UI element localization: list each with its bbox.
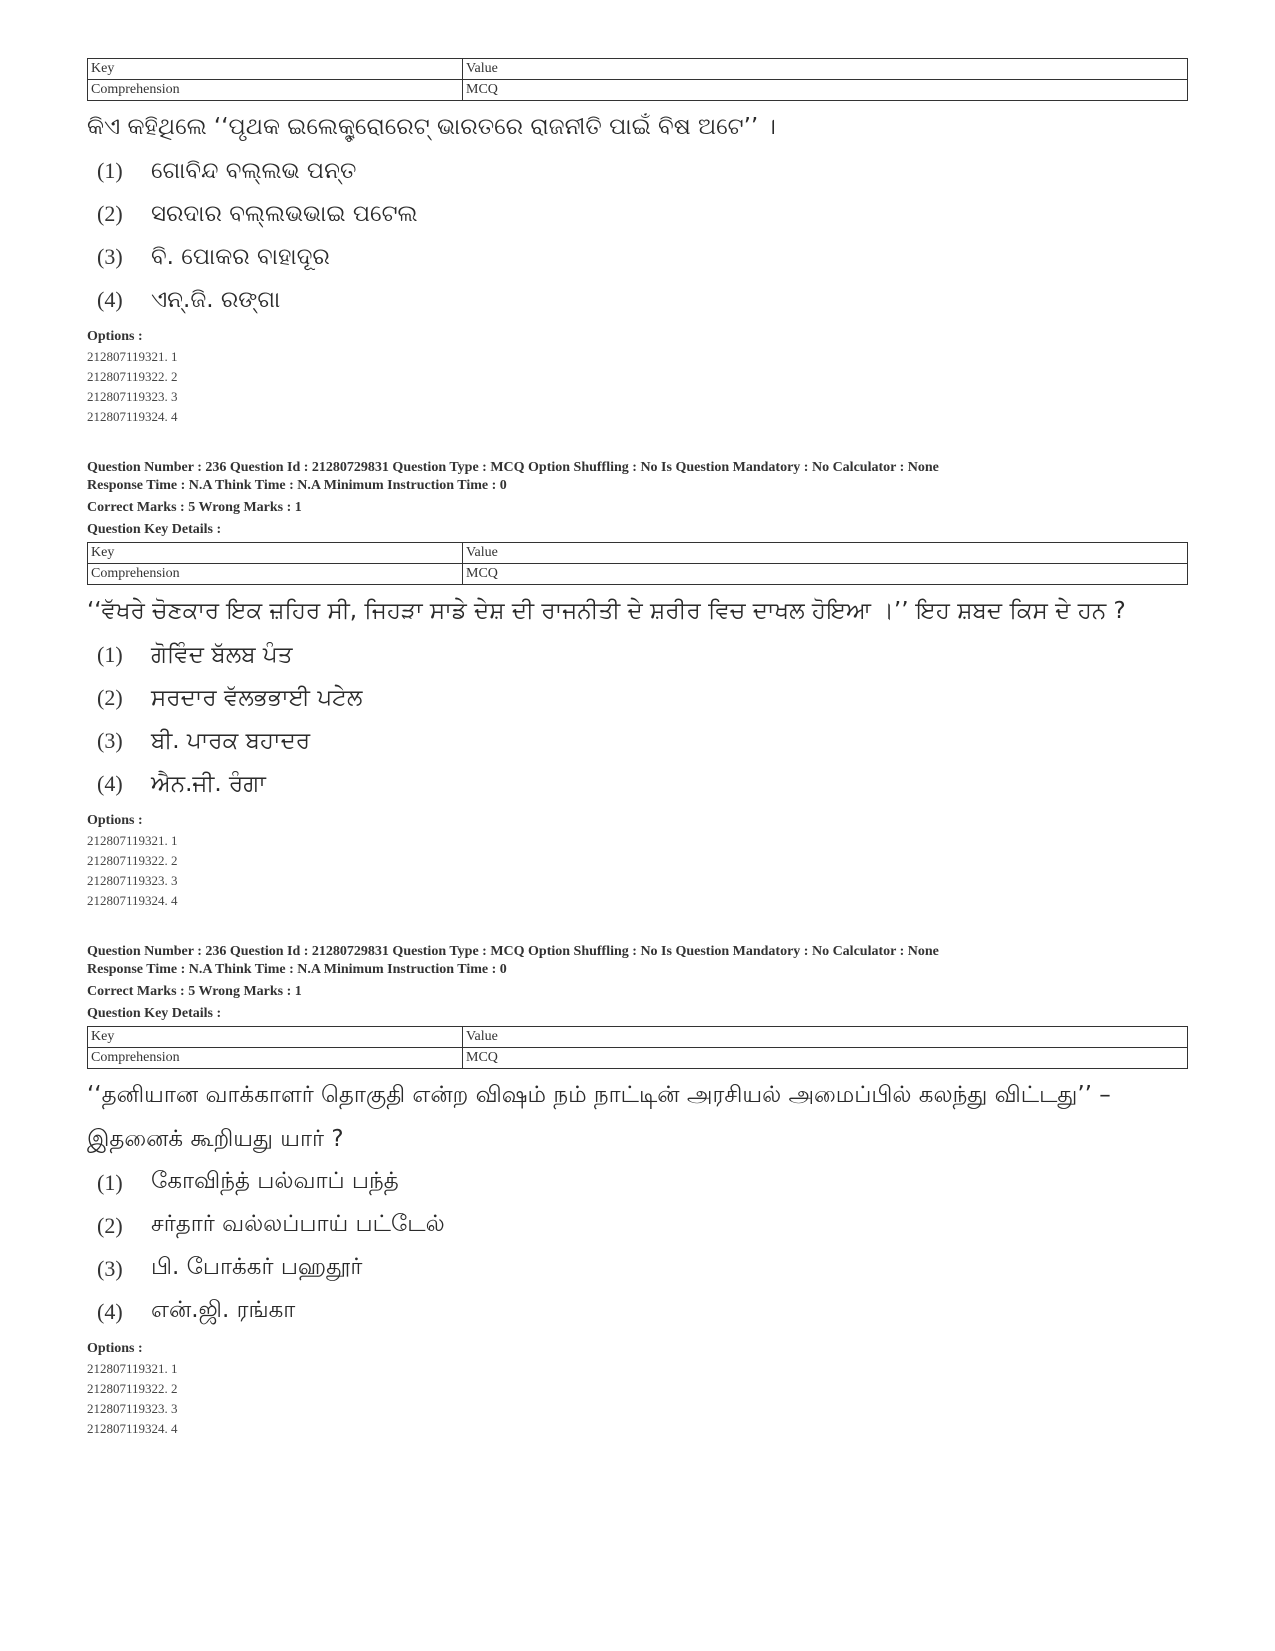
option-id: 212807119323. 3 xyxy=(87,873,178,888)
question-metadata xyxy=(87,943,1188,1023)
option-text: ਐਨ.ਜੀ. ਰੰਗਾ xyxy=(151,770,266,797)
option-id: 212807119324. 4 xyxy=(87,893,178,908)
option-number: (4) xyxy=(97,1298,123,1324)
option-number: (1) xyxy=(97,1169,123,1195)
question-meta-line: Question Number : 236 Question Id : 21280729831 Question Type : MCQ Option Shuffling : No Is Question Mandatory : No Calculator : None xyxy=(87,944,939,959)
option-text: ଏନ୍.ଜି. ରଙ୍ଗା xyxy=(151,286,281,313)
question-key-details-label: Question Key Details : xyxy=(87,1006,222,1021)
option-number: (3) xyxy=(97,727,123,753)
option-item xyxy=(87,149,1188,192)
option-number: (4) xyxy=(97,770,123,796)
option-ids-list xyxy=(87,811,1188,911)
question-paper-page xyxy=(87,58,1188,1439)
option-id: 212807119321. 1 xyxy=(87,1361,178,1376)
table-cell-value: MCQ xyxy=(463,80,1188,101)
question-text: ‘‘தனியான வாக்காளர் தொகுதி என்ற விஷம் நம் நாட்டின் அரசியல் அமைப்பில் கலந்து விட்டது’’ – இதனைக் கூறியது யார் ? xyxy=(87,1082,1111,1152)
table-header-value: Value xyxy=(463,59,1188,80)
option-id: 212807119323. 3 xyxy=(87,389,178,404)
question-marks-line: Correct Marks : 5 Wrong Marks : 1 xyxy=(87,984,302,999)
option-item xyxy=(87,1204,1188,1247)
option-item xyxy=(87,762,1188,805)
table-cell-value: MCQ xyxy=(463,564,1188,585)
option-item xyxy=(87,1161,1188,1204)
option-text: கோவிந்த் பல்வாப் பந்த் xyxy=(151,1168,399,1194)
option-id: 212807119321. 1 xyxy=(87,349,178,364)
option-id: 212807119322. 2 xyxy=(87,1381,178,1396)
option-text: ଗୋବିନ୍ଦ ବଲ୍ଲଭ ପନ୍ତ xyxy=(151,157,357,184)
option-text: ବି. ପୋକର ବାହାଦୂର xyxy=(151,243,330,270)
question-marks-line: Correct Marks : 5 Wrong Marks : 1 xyxy=(87,500,302,515)
option-id: 212807119323. 3 xyxy=(87,1401,178,1416)
option-ids-list xyxy=(87,327,1188,427)
table-header-value: Value xyxy=(463,543,1188,564)
question-text: କିଏ କହିଥିଲେ ‘‘ପୃଥକ ଇଲେକ୍ଟ୍ରୋରେଟ୍ ଭାରତରେ ରାଜନୀତି ପାଇଁ ବିଷ ଅଟେ’’ । xyxy=(87,114,776,140)
question-key-details-label: Question Key Details : xyxy=(87,522,222,537)
option-number: (3) xyxy=(97,1255,123,1281)
option-number: (2) xyxy=(97,200,123,226)
option-id: 212807119322. 2 xyxy=(87,853,178,868)
table-cell-key: Comprehension xyxy=(88,1048,463,1069)
question-metadata xyxy=(87,459,1188,539)
option-text: ਗੋਵਿੰਦ ਬੱਲਬ ਪੰਤ xyxy=(151,641,293,668)
option-text: ਸਰਦਾਰ ਵੱਲਭਭਾਈ ਪਟੇਲ xyxy=(151,684,363,711)
table-cell-key: Comprehension xyxy=(88,564,463,585)
table-header-key: Key xyxy=(88,59,463,80)
option-item xyxy=(87,1247,1188,1290)
question-block-punjabi xyxy=(87,459,1188,911)
question-block-odia xyxy=(87,58,1188,427)
table-cell-value: MCQ xyxy=(463,1048,1188,1069)
question-key-table xyxy=(87,58,1188,101)
option-number: (2) xyxy=(97,1212,123,1238)
question-block-tamil xyxy=(87,943,1188,1439)
options-label: Options : xyxy=(87,1341,143,1356)
option-text: சர்தார் வல்லப்பாய் பட்டேல் xyxy=(151,1211,445,1237)
table-header-key: Key xyxy=(88,543,463,564)
option-ids-list xyxy=(87,1339,1188,1439)
option-item xyxy=(87,192,1188,235)
table-header-key: Key xyxy=(88,1027,463,1048)
option-number: (1) xyxy=(97,641,123,667)
option-item xyxy=(87,1290,1188,1333)
question-timing-line: Response Time : N.A Think Time : N.A Minimum Instruction Time : 0 xyxy=(87,962,507,977)
question-timing-line: Response Time : N.A Think Time : N.A Minimum Instruction Time : 0 xyxy=(87,478,507,493)
option-id: 212807119321. 1 xyxy=(87,833,178,848)
option-id: 212807119324. 4 xyxy=(87,409,178,424)
option-item xyxy=(87,633,1188,676)
option-item xyxy=(87,278,1188,321)
options-label: Options : xyxy=(87,813,143,828)
option-item xyxy=(87,235,1188,278)
table-header-value: Value xyxy=(463,1027,1188,1048)
option-text: பி. போக்கர் பஹதூர் xyxy=(151,1254,363,1280)
options-label: Options : xyxy=(87,329,143,344)
question-key-table xyxy=(87,542,1188,585)
question-key-table xyxy=(87,1026,1188,1069)
option-number: (4) xyxy=(97,286,123,312)
question-text: ‘‘ਵੱਖਰੇ ਚੋਣਕਾਰ ਇਕ ਜ਼ਹਿਰ ਸੀ, ਜਿਹੜਾ ਸਾਡੇ ਦੇਸ਼ ਦੀ ਰਾਜਨੀਤੀ ਦੇ ਸ਼ਰੀਰ ਵਿਚ ਦਾਖਲ ਹੋਇਆ ।’’ ਇਹ ਸ਼ਬਦ ਕਿਸ ਦੇ ਹਨ ? xyxy=(87,598,1126,624)
table-cell-key: Comprehension xyxy=(88,80,463,101)
question-meta-line: Question Number : 236 Question Id : 21280729831 Question Type : MCQ Option Shuffling : No Is Question Mandatory : No Calculator : None xyxy=(87,460,939,475)
option-item xyxy=(87,719,1188,762)
option-id: 212807119322. 2 xyxy=(87,369,178,384)
option-number: (1) xyxy=(97,157,123,183)
option-text: என்.ஜி. ரங்கா xyxy=(151,1297,296,1323)
option-number: (3) xyxy=(97,243,123,269)
option-text: ਬੀ. ਪਾਰਕ ਬਹਾਦਰ xyxy=(151,727,311,754)
option-id: 212807119324. 4 xyxy=(87,1421,178,1436)
option-item xyxy=(87,676,1188,719)
option-text: ସରଦାର ବଲ୍ଲଭଭାଇ ପଟେଲ xyxy=(151,200,418,227)
option-number: (2) xyxy=(97,684,123,710)
